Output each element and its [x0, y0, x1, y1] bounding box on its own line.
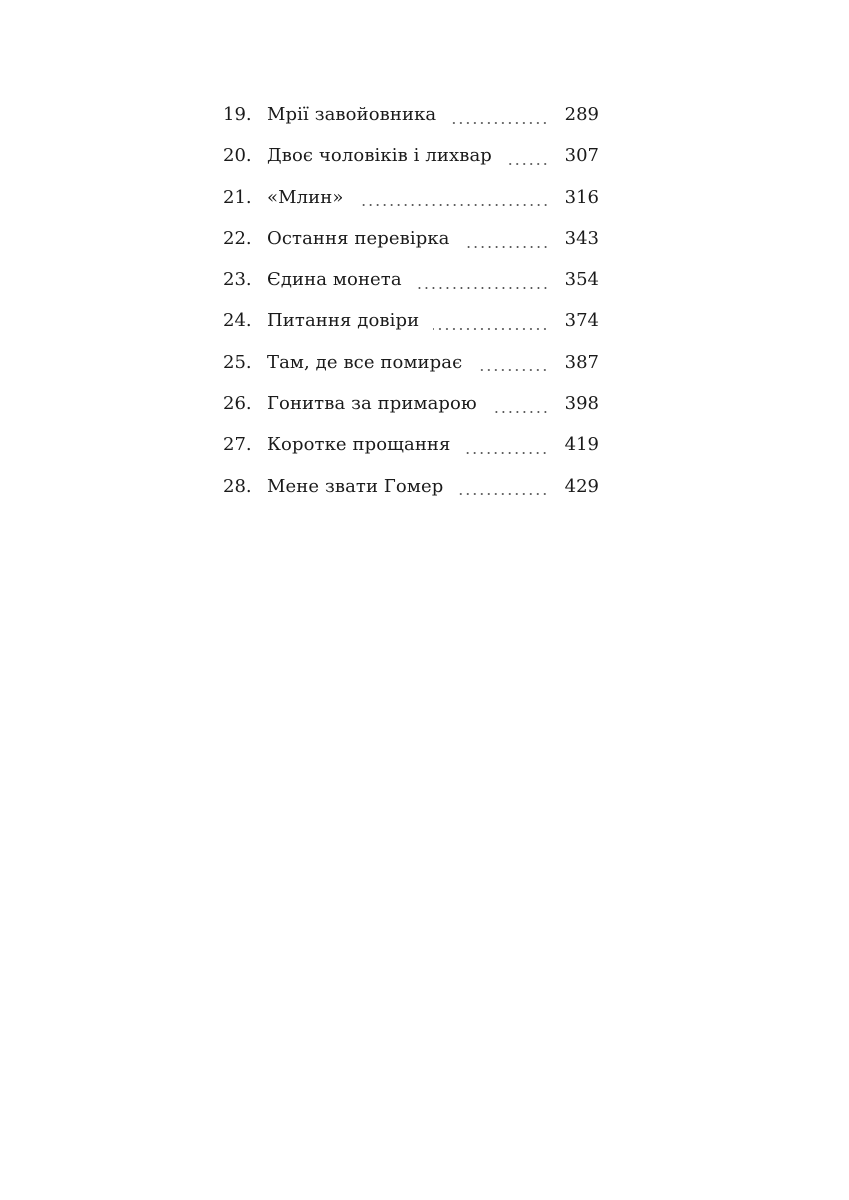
dot-leader [464, 246, 549, 248]
toc-entry [223, 265, 599, 306]
page-number: 429 [564, 475, 599, 497]
chapter-number: 28. [223, 475, 252, 497]
chapter-title: Мене звати Гомер [267, 475, 444, 497]
chapter-title: Гонитва за примарою [267, 393, 477, 415]
chapter-title: Остання перевірка [267, 227, 450, 249]
toc-entry [223, 348, 599, 389]
dot-leader [416, 287, 549, 289]
chapter-number: 24. [223, 310, 252, 332]
toc-entry [223, 183, 599, 224]
toc-entry [223, 472, 599, 513]
toc-entry [223, 389, 599, 430]
page-number: 387 [564, 351, 599, 373]
chapter-title: Коротке прощання [267, 434, 451, 456]
page-number: 343 [564, 227, 599, 249]
dot-leader [464, 452, 548, 454]
dot-leader [506, 163, 549, 165]
page-number: 316 [564, 186, 599, 208]
chapter-title: «Млин» [267, 186, 344, 208]
page-number: 354 [564, 269, 599, 291]
chapter-number: 21. [223, 186, 252, 208]
page-number: 419 [564, 434, 599, 456]
chapter-title: Там, де все помирає [267, 351, 463, 373]
toc-entry [223, 430, 599, 471]
dot-leader [476, 369, 548, 371]
dot-leader [358, 204, 549, 206]
chapter-number: 23. [223, 269, 252, 291]
page-number: 398 [564, 393, 599, 415]
chapter-number: 25. [223, 351, 252, 373]
dot-leader [450, 122, 548, 124]
dot-leader [491, 411, 549, 413]
chapter-number: 26. [223, 393, 252, 415]
toc-entry [223, 100, 599, 141]
chapter-title: Мрії завойовника [267, 104, 437, 125]
dot-leader [433, 328, 548, 330]
chapter-title: Двоє чоловіків і лихвар [267, 145, 492, 167]
table-of-contents [223, 100, 599, 513]
chapter-title: Питання довіри [267, 310, 420, 332]
chapter-title: Єдина монета [267, 269, 402, 291]
page-number: 307 [564, 145, 599, 167]
chapter-number: 22. [223, 227, 252, 249]
chapter-number: 27. [223, 434, 252, 456]
toc-entry [223, 306, 599, 347]
toc-entry [223, 224, 599, 265]
chapter-number: 20. [223, 145, 252, 167]
toc-entry [223, 141, 599, 182]
page-number: 289 [564, 104, 599, 125]
dot-leader [457, 493, 548, 495]
chapter-number: 19. [223, 104, 252, 125]
page-number: 374 [564, 310, 599, 332]
